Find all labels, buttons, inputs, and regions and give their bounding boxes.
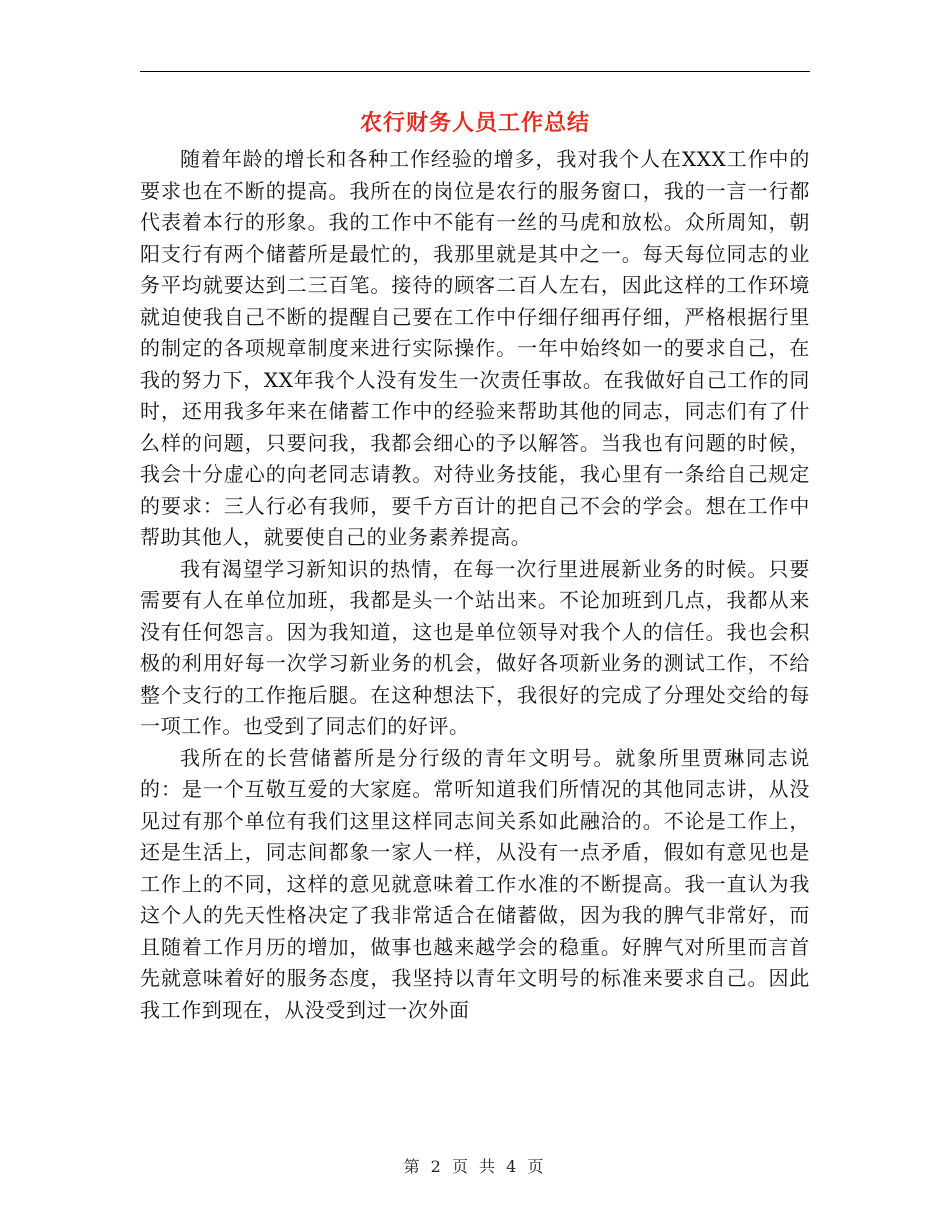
paragraph-3: 我所在的长营储蓄所是分行级的青年文明号。就象所里贾琳同志说的：是一个互敬互爱的大家庭。常听知道我们所情况的其他同志讲，从没见过有那个单位有我们这里这样同志间关系如此融洽的。不论是工作上，还是生活上，同志间都象一家人一样，从没有一点矛盾，假如有意见也是工作上的不同，这样的意见就意味着工作水准的不断提高。我一直认为我这个人的先天性格决定了我非常适合在储蓄做，因为我的脾气非常好，而且随着工作月历的增加，做事也越来越学会的稳重。好脾气对所里而言首先就意味着好的服务态度，我坚持以青年文明号的标准来要求自己。因此我工作到现在，从没受到过一次外面 bbox=[140, 745, 810, 1022]
page-number: 第 2 页 共 4 页 bbox=[403, 1157, 547, 1176]
document-body bbox=[140, 144, 810, 1026]
paragraph-2: 我有渴望学习新知识的热情，在每一次行里进展新业务的时候。只要需要有人在单位加班，我都是头一个站出来。不论加班到几点，我都从来没有任何怨言。因为我知道，这也是单位领导对我个人的信任。我也会积极的利用好每一次学习新业务的机会，做好各项新业务的测试工作，不给整个支行的工作拖后腿。在这种想法下，我很好的完成了分理处交给的每一项工作。也受到了同志们的好评。 bbox=[140, 556, 810, 738]
document-title: 农行财务人员工作总结 bbox=[359, 110, 590, 136]
header-rule bbox=[140, 71, 810, 72]
paragraph-1: 随着年龄的增长和各种工作经验的增多，我对我个人在XXX工作中的要求也在不断的提高。我所在的岗位是农行的服务窗口，我的一言一行都代表着本行的形象。我的工作中不能有一丝的马虎和放松。众所周知，朝阳支行有两个储蓄所是最忙的，我那里就是其中之一。每天每位同志的业务平均就要达到二三百笔。接待的顾客二百人左右，因此这样的工作环境就迫使我自己不断的提醒自己要在工作中仔细仔细再仔细，严格根据行里的制定的各项规章制度来进行实际操作。一年中始终如一的要求自己，在我的努力下，XX年我个人没有发生一次责任事故。在我做好自己工作的同时，还用我多年来在储蓄工作中的经验来帮助其他的同志，同志们有了什么样的问题，只要问我，我都会细心的予以解答。当我也有问题的时候，我会十分虚心的向老同志请教。对待业务技能，我心里有一条给自己规定的要求：三人行必有我师，要千方百计的把自己不会的学会。想在工作中帮助其他人，就要使自己的业务素养提高。 bbox=[140, 147, 810, 549]
